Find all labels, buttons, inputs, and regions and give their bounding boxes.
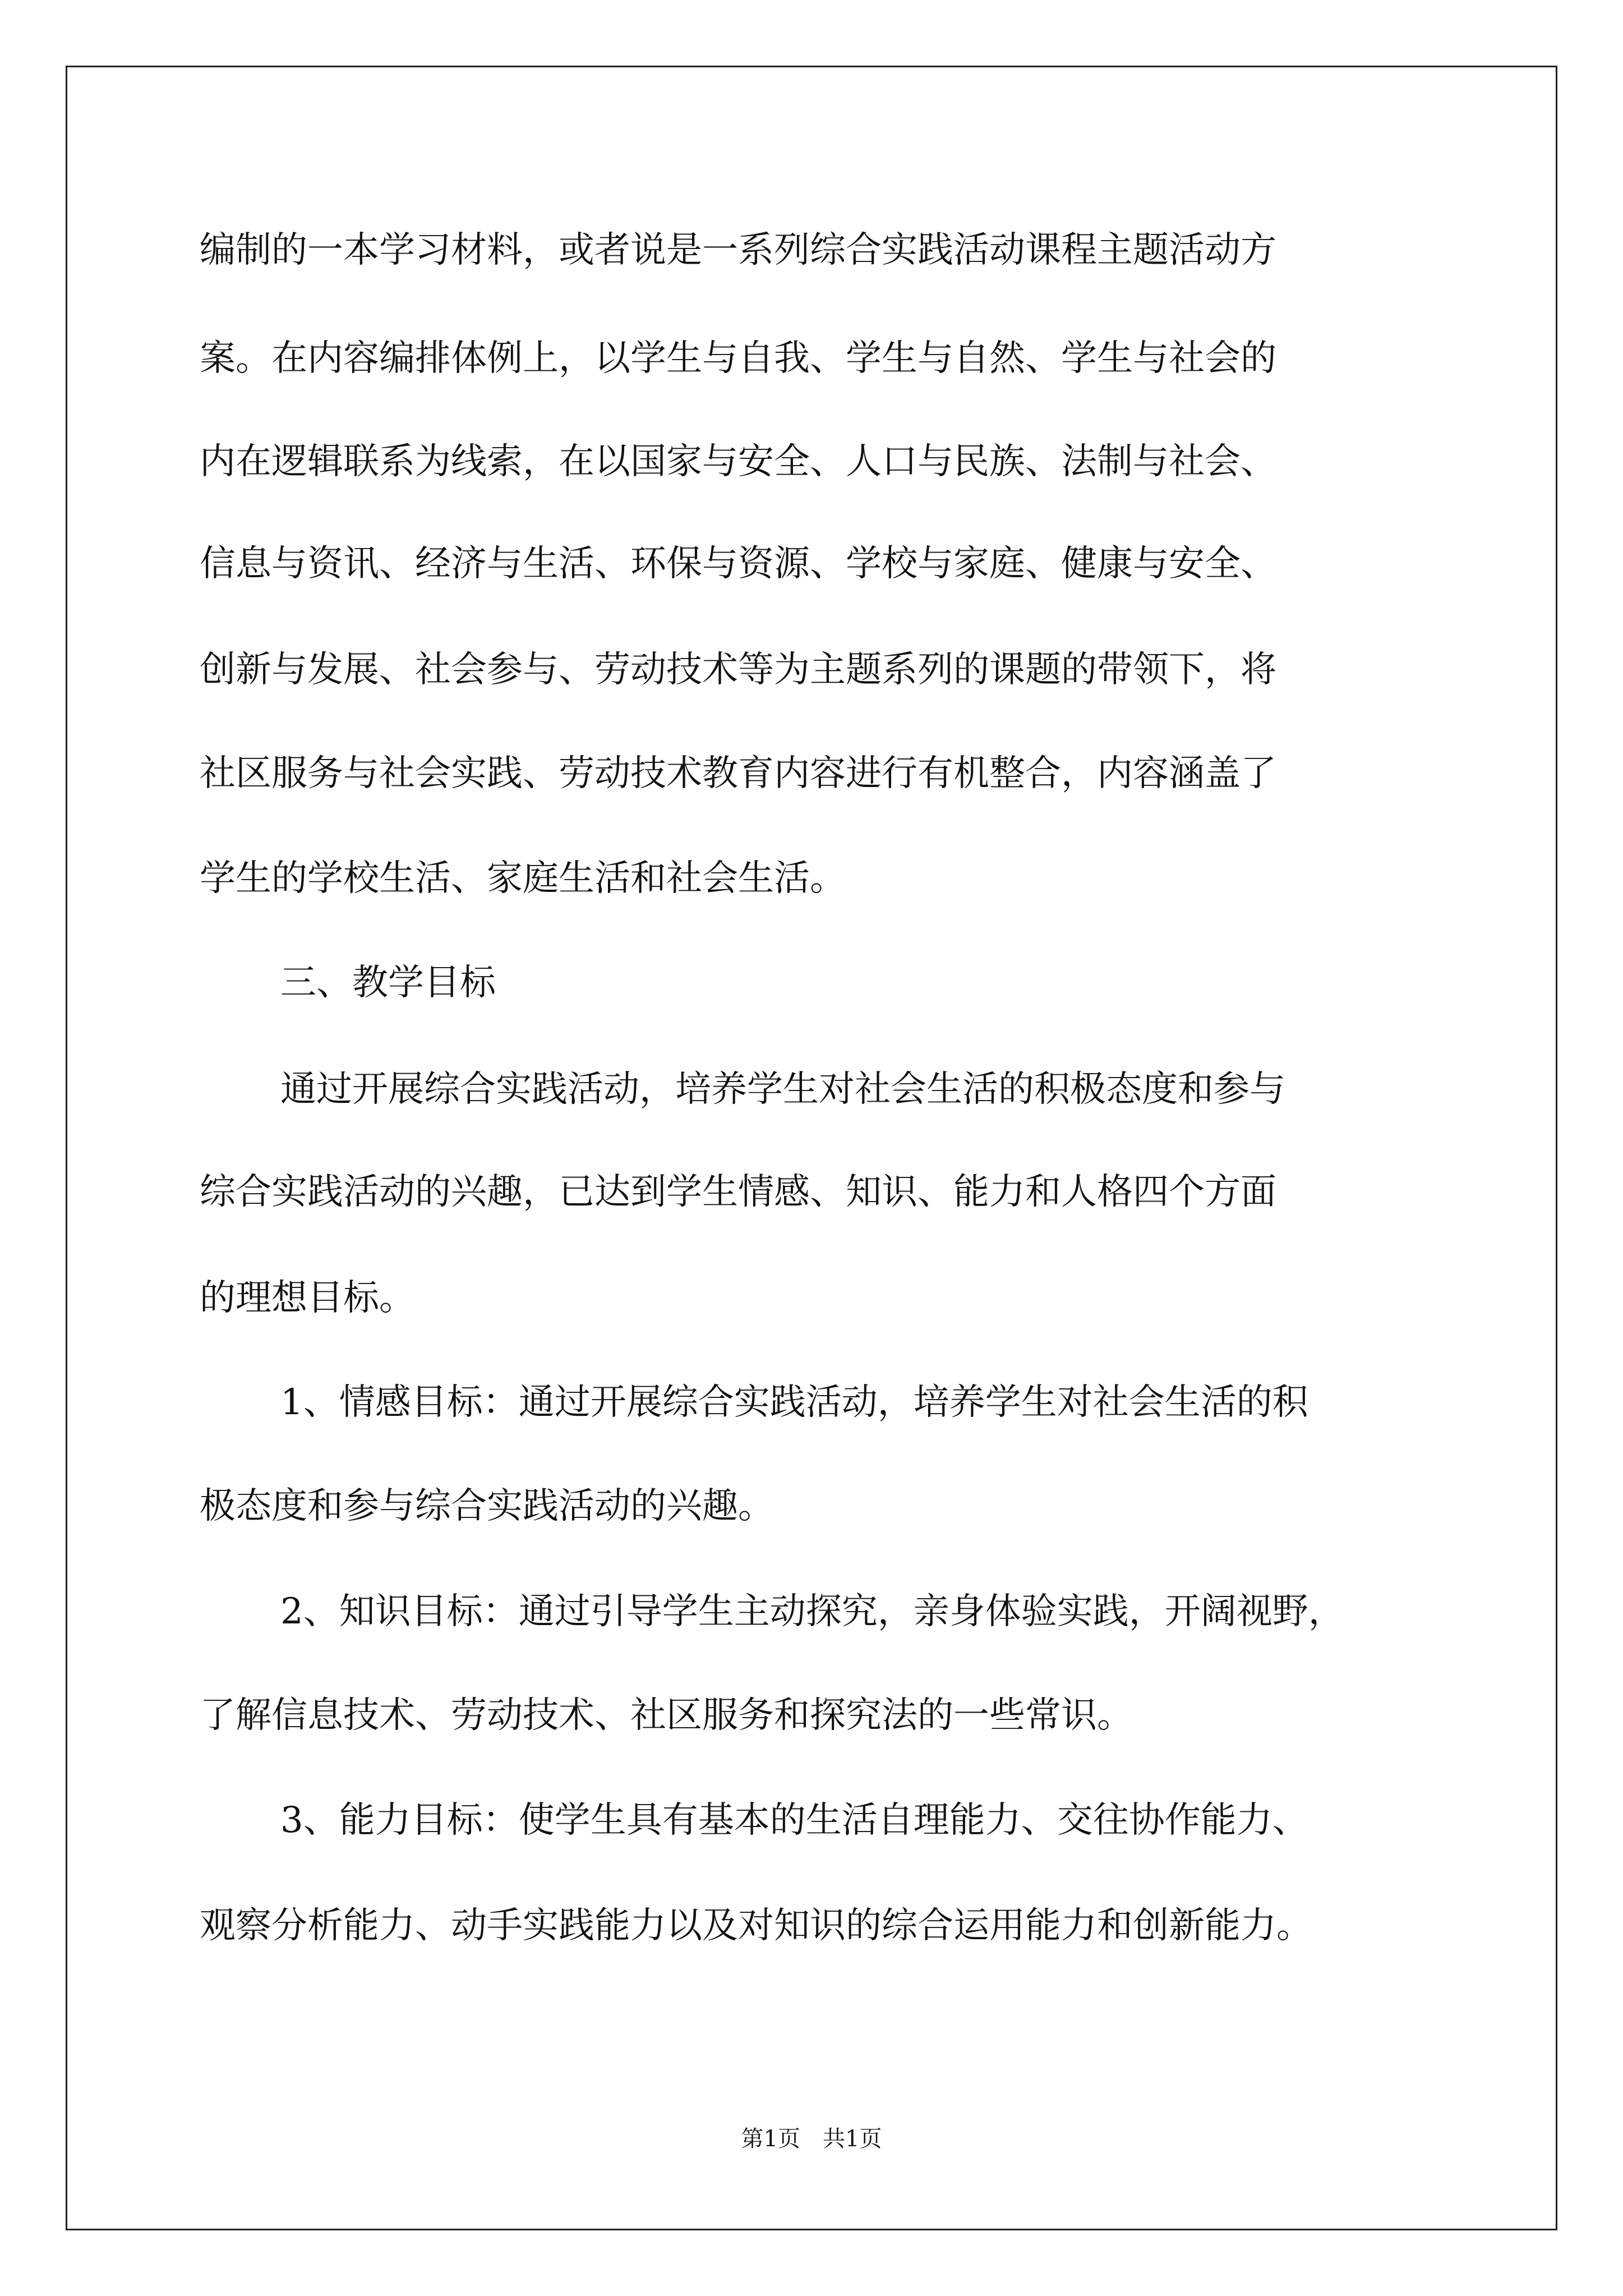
body-line: 编制的一本学习材料，或者说是一系列综合实践活动课程主题活动方 bbox=[200, 229, 1276, 271]
body-line: 通过开展综合实践活动，培养学生对社会生活的积极态度和参与 bbox=[280, 1069, 1285, 1110]
section-heading: 三、教学目标 bbox=[280, 962, 496, 1004]
body-line: 社区服务与社会实践、劳动技术教育内容进行有机整合，内容涵盖了 bbox=[200, 753, 1276, 794]
body-line: 综合实践活动的兴趣，已达到学生情感、知识、能力和人格四个方面 bbox=[200, 1171, 1276, 1213]
body-line: 学生的学校生活、家庭生活和社会生活。 bbox=[200, 858, 846, 899]
body-line: 了解信息技术、劳动技术、社区服务和探究法的一些常识。 bbox=[200, 1695, 1133, 1736]
body-line: 创新与发展、社会参与、劳动技术等为主题系列的课题的带领下，将 bbox=[200, 649, 1276, 691]
body-line: 信息与资讯、经济与生活、环保与资源、学校与家庭、健康与安全、 bbox=[200, 543, 1276, 585]
page-number-footer: 第1页 共1页 bbox=[741, 2126, 882, 2152]
body-line: 观察分析能力、动手实践能力以及对知识的综合运用能力和创新能力。 bbox=[200, 1905, 1312, 1947]
body-line: 内在逻辑联系为线索，在以国家与安全、人口与民族、法制与社会、 bbox=[200, 441, 1276, 482]
body-line: 的理想目标。 bbox=[200, 1277, 415, 1319]
body-line: 3、能力目标：使学生具有基本的生活自理能力、交往协作能力、 bbox=[280, 1800, 1308, 1841]
body-line: 2、知识目标：通过引导学生主动探究，亲身体验实践，开阔视野， bbox=[280, 1591, 1344, 1632]
body-line: 极态度和参与综合实践活动的兴趣。 bbox=[200, 1485, 774, 1527]
body-line: 案。在内容编排体例上，以学生与自我、学生与自然、学生与社会的 bbox=[200, 338, 1276, 379]
body-line: 1、情感目标：通过开展综合实践活动，培养学生对社会生活的积 bbox=[280, 1382, 1308, 1423]
